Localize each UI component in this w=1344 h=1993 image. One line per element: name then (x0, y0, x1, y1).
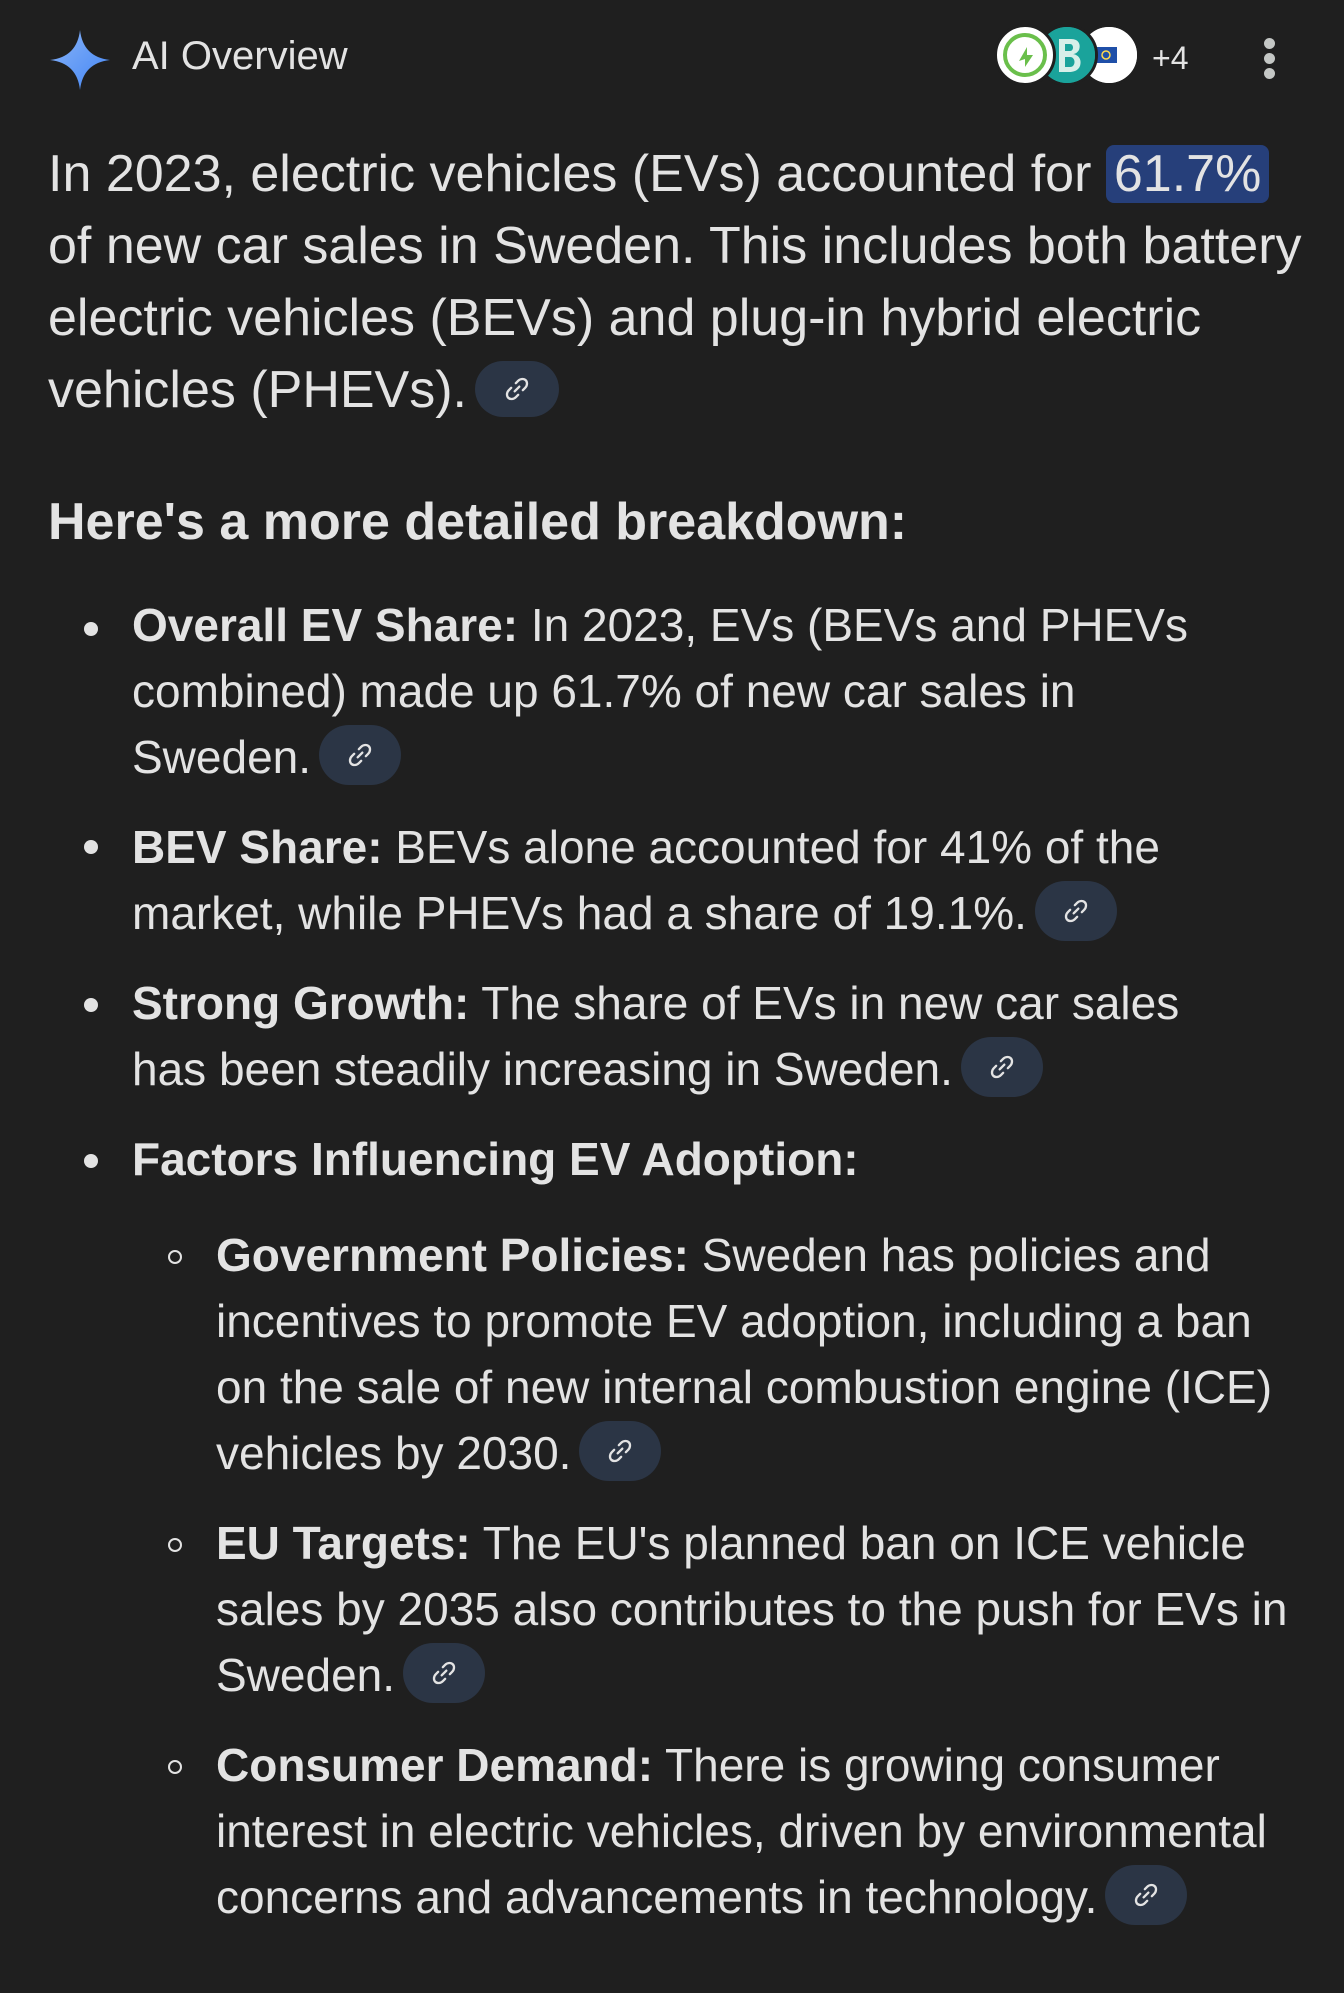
citation-link-button[interactable] (1105, 1865, 1187, 1925)
bullet-dot (84, 998, 98, 1012)
sources-stack[interactable] (994, 22, 1254, 90)
intro-paragraph (48, 138, 1318, 426)
citation-link-button[interactable] (961, 1037, 1043, 1097)
item-text: BEVs alone accounted for 41% of the market, while PHEVs had a share of 19.1%. (132, 821, 1160, 939)
sub-item-text: There is growing consumer interest in electric vehicles, driven by environmental concerns and advancements in technology. (216, 1739, 1267, 1923)
header-title: AI Overview (132, 34, 348, 78)
sub-bullet-circle (168, 1250, 182, 1264)
item-label: Strong Growth: (132, 977, 470, 1029)
bullet-dot (84, 1154, 98, 1168)
list-item-factors (132, 1126, 1232, 1192)
bullet-dot (84, 840, 98, 854)
intro-text-2: of new car sales in Sweden. This includes both battery electric vehicles (BEVs) and plug-in hybrid electric vehicles (PHEVs). (48, 217, 1302, 419)
list-item-overall-ev-share (132, 592, 1232, 791)
item-text: The share of EVs in new car sales has been steadily increasing in Sweden. (132, 977, 1180, 1095)
sub-item-label: EU Targets: (216, 1517, 471, 1569)
sub-bullet-circle (168, 1760, 182, 1774)
list-item-bev-share (132, 814, 1232, 947)
sub-item-label: Consumer Demand: (216, 1739, 654, 1791)
sub-item-label: Government Policies: (216, 1229, 689, 1281)
breakdown-heading: Here's a more detailed breakdown: (48, 493, 908, 551)
bullet-dot (84, 622, 98, 636)
sub-bullet-circle (168, 1538, 182, 1552)
citation-link-button[interactable] (1035, 881, 1117, 941)
link-icon (430, 1659, 458, 1687)
item-label: Factors Influencing EV Adoption: (132, 1133, 859, 1185)
link-icon (1062, 897, 1090, 925)
sub-item-eu-targets (216, 1510, 1316, 1709)
list-item-strong-growth (132, 970, 1262, 1103)
citation-link-button[interactable] (403, 1643, 485, 1703)
ai-overview-header (0, 0, 1344, 112)
link-icon (606, 1437, 634, 1465)
link-icon (988, 1053, 1016, 1081)
link-icon (346, 741, 374, 769)
link-icon (1132, 1881, 1160, 1909)
more-sources-count[interactable]: +4 (1152, 40, 1189, 76)
link-icon (503, 375, 531, 403)
citation-link-button[interactable] (579, 1421, 661, 1481)
sub-item-consumer-demand (216, 1732, 1316, 1931)
sub-item-government-policies (216, 1222, 1296, 1487)
sub-item-text: Sweden has policies and incentives to promote EV adoption, including a ban on the sale of new internal combustion engine (ICE) vehicles by 2030. (216, 1229, 1273, 1479)
item-text: In 2023, EVs (BEVs and PHEVs combined) made up 61.7% of new car sales in Sweden. (132, 599, 1188, 783)
more-vert-icon[interactable] (1250, 34, 1290, 82)
item-label: Overall EV Share: (132, 599, 519, 651)
highlighted-stat[interactable]: 61.7% (1106, 145, 1269, 203)
intro-text-1: In 2023, electric vehicles (EVs) accounted for (48, 145, 1106, 203)
plug-leaf-icon (997, 27, 1053, 83)
sub-item-text: The EU's planned ban on ICE vehicle sales by 2035 also contributes to the push for EVs in Sweden. (216, 1517, 1288, 1701)
citation-link-button[interactable] (475, 361, 559, 417)
source-favicon-1[interactable] (994, 24, 1056, 86)
item-label: BEV Share: (132, 821, 383, 873)
sparkle-icon (48, 28, 112, 92)
citation-link-button[interactable] (319, 725, 401, 785)
